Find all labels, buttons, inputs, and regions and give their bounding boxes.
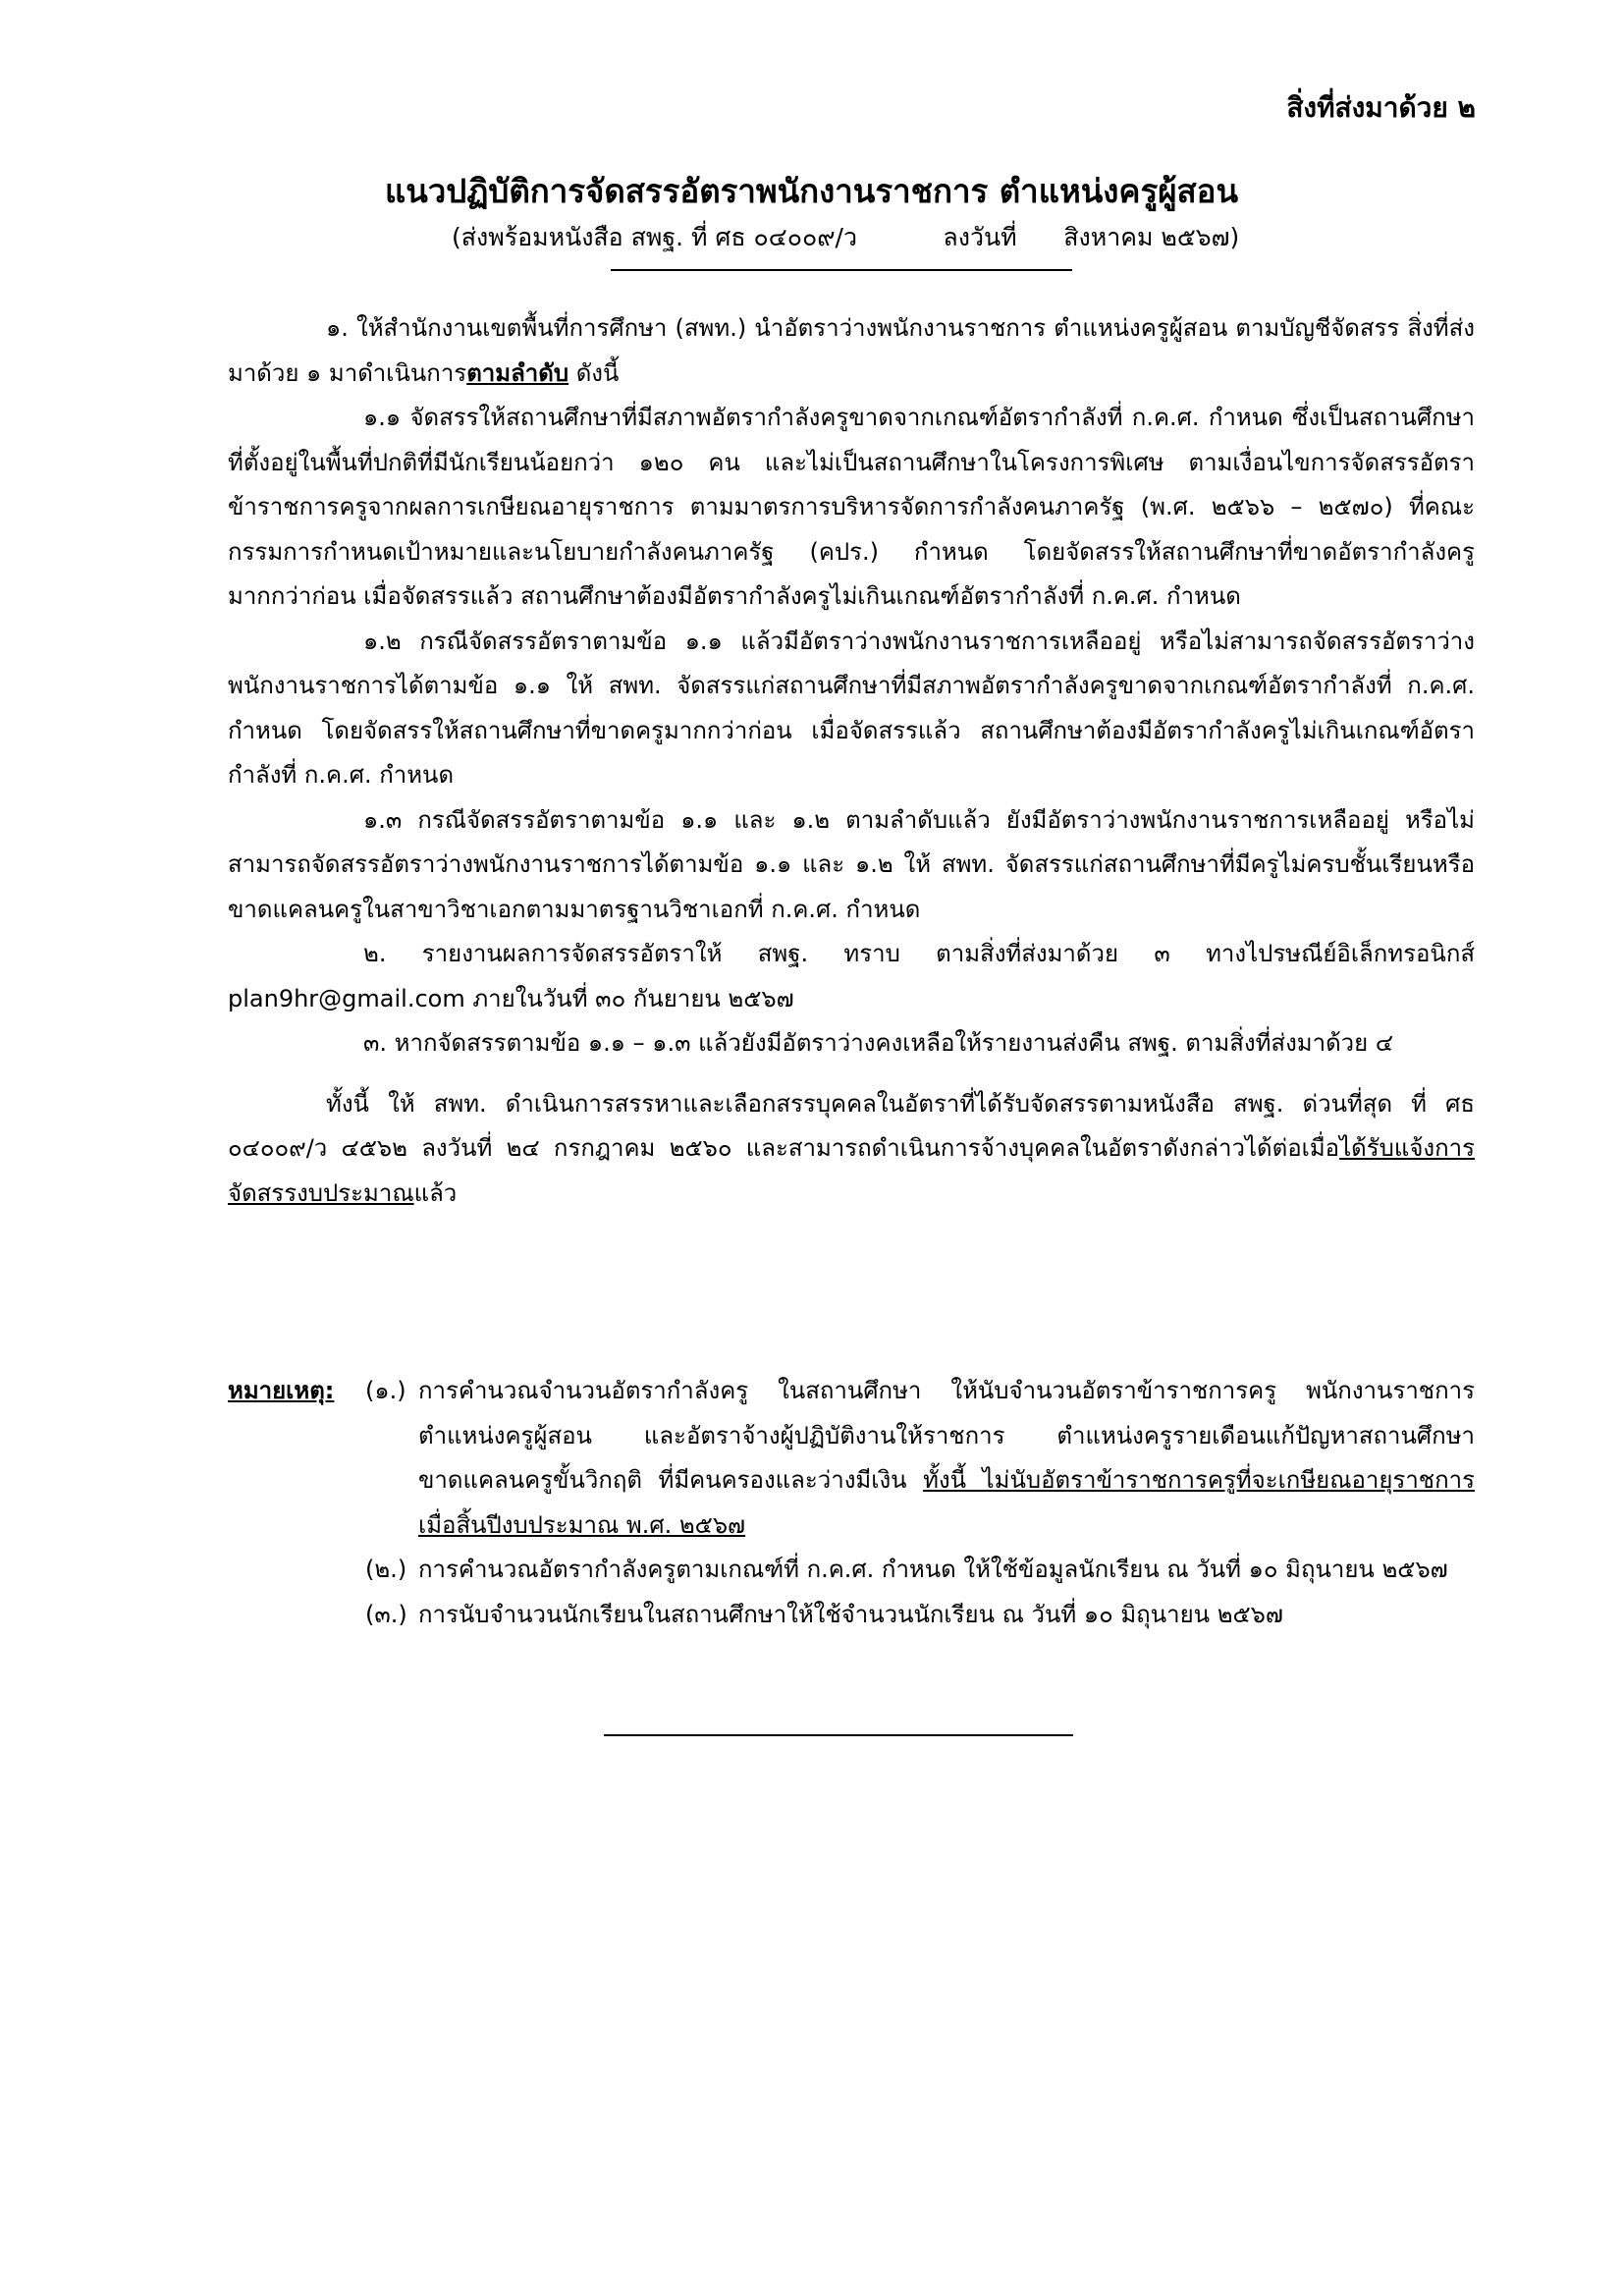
- note-2-text: การคำนวณอัตรากำลังครูตามเกณฑ์ที่ ก.ค.ศ. กำหนด ให้ใช้ข้อมูลนักเรียน ณ วันที่ ๑๐ มิถุนายน ๒๕๖๗: [418, 1556, 1448, 1583]
- item-2: ๒. รายงานผลการจัดสรรอัตราให้ สพฐ. ทราบ ตามสิ่งที่ส่งมาด้วย ๓ ทางไปรษณีย์อิเล็กทรอนิกส์ plan9hr@gmail.com ภายในวันที่ ๓๐ กันยายน ๒๕๖๗: [228, 940, 1475, 1012]
- note-2-number: (๒.): [365, 1556, 407, 1583]
- closing-text: ทั้งนี้ ให้ สพท. ดำเนินการสรรหาและเลือกสรรบุคคลในอัตราที่ได้รับจัดสรรตามหนังสือ สพฐ. ด่วนที่สุด ที่ ศธ ๐๔๐๐๙/ว ๔๕๖๒ ลงวันที่ ๒๔ กรกฎาคม ๒๕๖๐ และสามารถดำเนินการจ้างบุคคลในอัตราดังกล่าวได้ต่อเมื่อ: [228, 1089, 1475, 1162]
- item-1-text: ๑. ให้สำนักงานเขตพื้นที่การศึกษา (สพท.) นำอัตราว่างพนักงานราชการ ตำแหน่งครูผู้สอน ตามบัญชีจัดสรร สิ่งที่ส่งมาด้วย ๑ มาดำเนินการ: [228, 314, 1475, 387]
- note-1-underlined: ทั้งนี้ ไม่นับอัตราข้าราชการครูที่จะเกษียณอายุราชการ เมื่อสิ้นปีงบประมาณ พ.ศ. ๒๕๖๗: [418, 1466, 1475, 1539]
- item-1-1: ๑.๑ จัดสรรให้สถานศึกษาที่มีสภาพอัตรากำลังครูขาดจากเกณฑ์อัตรากำลังที่ ก.ค.ศ. กำหนด ซึ่งเป็นสถานศึกษาที่ตั้งอยู่ในพื้นที่ปกติที่มีนักเรียนน้อยกว่า ๑๒๐ คน และไม่เป็นสถานศึกษาในโครงการพิเศษ ตามเงื่อนไขการจัดสรรอัตราข้าราชการครูจากผลการเกษียณอายุราชการ ตามมาตรการบริหารจัดการกำลังคนภาครัฐ (พ.ศ. ๒๕๖๖ – ๒๕๗๐) ที่คณะกรรมการกำหนดเป้าหมายและนโยบายกำลังคนภาครัฐ (คปร.) กำหนด โดยจัดสรรให้สถานศึกษาที่ขาดอัตรากำลังครูมากกว่าก่อน เมื่อจัดสรรแล้ว สถานศึกษาต้องมีอัตรากำลังครูไม่เกินเกณฑ์อัตรากำลังที่ ก.ค.ศ. กำหนด: [228, 404, 1475, 610]
- item-1-3: ๑.๓ กรณีจัดสรรอัตราตามข้อ ๑.๑ และ ๑.๒ ตามลำดับแล้ว ยังมีอัตราว่างพนักงานราชการเหลืออยู่ หรือไม่สามารถจัดสรรอัตราว่างพนักงานราชการได้ตามข้อ ๑.๑ และ ๑.๒ ให้ สพท. จัดสรรแก่สถานศึกษาที่มีครูไม่ครบชั้นเรียนหรือขาดแคลนครูในสาขาวิชาเอกตามมาตรฐานวิชาเอกที่ ก.ค.ศ. กำหนด: [228, 805, 1475, 923]
- note-1-body: การคำนวณจำนวนอัตรากำลังครู ในสถานศึกษา ให้นับจำนวนอัตราข้าราชการครู พนักงานราชการ ตำแหน่งครูผู้สอน และอัตราจ้างผู้ปฏิบัติงานให้ราชการ ตำแหน่งครูรายเดือนแก้ปัญหาสถานศึกษาขาดแคลนครูขั้นวิกฤติ ที่มีคนครองและว่างมีเงิน: [418, 1377, 1475, 1494]
- note-2: [228, 1548, 1475, 1593]
- closing-underlined: ได้รับแจ้งการจัดสรรงบประมาณ: [228, 1134, 1475, 1207]
- document-body: [228, 306, 1475, 1216]
- title-divider: [611, 269, 1072, 271]
- item-1-tail: ดังนี้: [568, 358, 620, 387]
- note-3: [228, 1593, 1475, 1638]
- note-1: [228, 1369, 1475, 1548]
- item-1-2: ๑.๒ กรณีจัดสรรอัตราตามข้อ ๑.๑ แล้วมีอัตราว่างพนักงานราชการเหลืออยู่ หรือไม่สามารถจัดสรรอัตราว่างพนักงานราชการได้ตามข้อ ๑.๑ ให้ สพท. จัดสรรแก่สถานศึกษาที่มีสภาพอัตรากำลังครูขาดจากเกณฑ์อัตรากำลังที่ ก.ค.ศ. กำหนด โดยจัดสรรให้สถานศึกษาที่ขาดครูมากกว่าก่อน เมื่อจัดสรรแล้ว สถานศึกษาต้องมีอัตรากำลังครูไม่เกินเกณฑ์อัตรากำลังที่ ก.ค.ศ. กำหนด: [228, 627, 1475, 789]
- note-3-number: (๓.): [365, 1600, 407, 1628]
- notes-section: [228, 1369, 1475, 1637]
- closing-divider: [604, 1734, 1073, 1736]
- note-1-text: [418, 1369, 1475, 1548]
- note-3-text: การนับจำนวนนักเรียนในสถานศึกษาให้ใช้จำนวนนักเรียน ณ วันที่ ๑๐ มิถุนายน ๒๕๖๗: [418, 1600, 1283, 1628]
- notes-label: หมายเหตุ:: [228, 1377, 335, 1404]
- closing-paragraph: [228, 1082, 1475, 1217]
- note-1-number: (๑.): [365, 1377, 406, 1404]
- document-title: แนวปฏิบัติการจัดสรรอัตราพนักงานราชการ ตำแหน่งครูผู้สอน: [384, 172, 1239, 210]
- attachment-label: สิ่งที่ส่งมาด้วย ๒: [1286, 91, 1476, 124]
- item-1: [228, 306, 1475, 396]
- document-subtitle: (ส่งพร้อมหนังสือ สพฐ. ที่ ศธ ๐๔๐๐๙/ว ลงวันที่ สิงหาคม ๒๕๖๗): [452, 223, 1240, 251]
- closing-tail: แล้ว: [413, 1178, 458, 1207]
- item-1-emphasis: ตามลำดับ: [466, 358, 569, 387]
- item-3: ๓. หากจัดสรรตามข้อ ๑.๑ – ๑.๓ แล้วยังมีอัตราว่างคงเหลือให้รายงานส่งคืน สพฐ. ตามสิ่งที่ส่งมาด้วย ๔: [363, 1029, 1394, 1057]
